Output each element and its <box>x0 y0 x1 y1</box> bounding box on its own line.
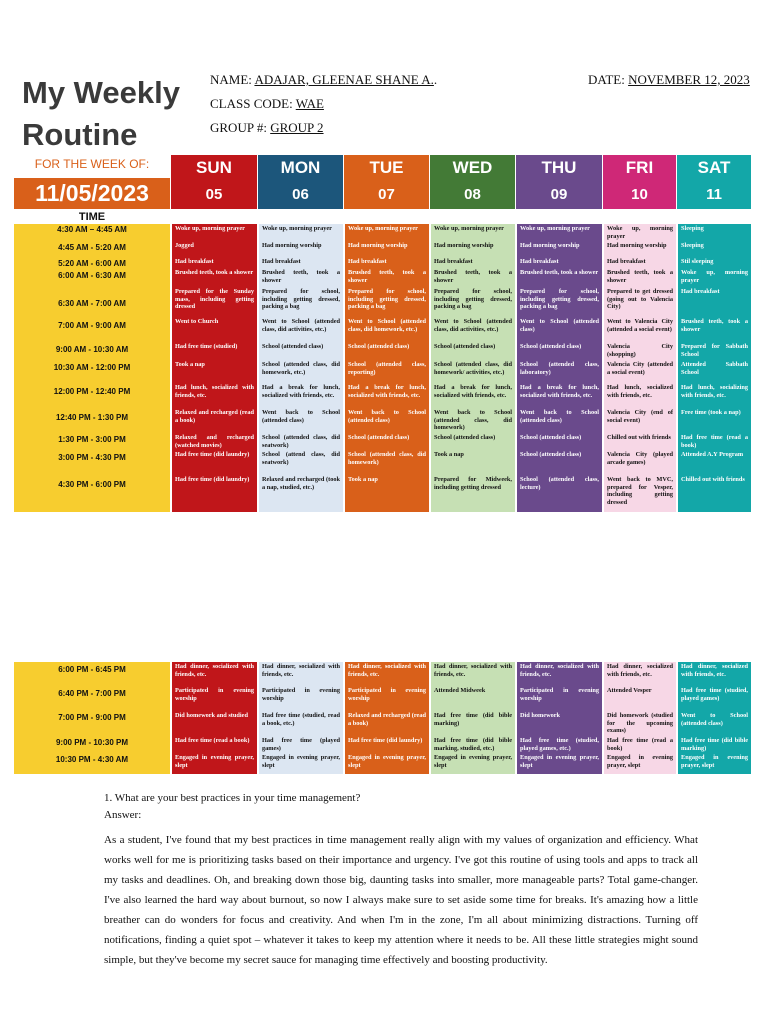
schedule-cell: School (attended class) <box>520 343 582 350</box>
schedule-cell: Brushed teeth, took a shower <box>434 269 512 284</box>
schedule-cell: Participated in evening worship <box>348 687 426 702</box>
schedule-cell: School (attended class) <box>434 434 496 441</box>
schedule-cell: Valencia City (end of social event) <box>607 409 673 424</box>
day-header-thu <box>516 155 602 209</box>
time-slot: 6:40 PM - 7:00 PM <box>58 689 126 698</box>
time-slot: 12:00 PM - 12:40 PM <box>53 387 131 396</box>
schedule-cell: Had free time (read a book) <box>607 737 673 752</box>
time-slot: 6:30 AM - 7:00 AM <box>58 299 126 308</box>
schedule-cell: Took a nap <box>175 361 205 368</box>
schedule-cell: Had breakfast <box>520 258 559 265</box>
group-line <box>210 120 324 136</box>
schedule-cell: Had breakfast <box>175 258 214 265</box>
schedule-cell: Went to Valencia City (attended a social event) <box>607 318 673 333</box>
schedule-cell: Attended Vesper <box>607 687 652 694</box>
schedule-cell: Engaged in evening prayer, slept <box>262 754 340 769</box>
schedule-cell: Relaxed and recharged (took a nap, studied, etc.) <box>262 476 340 491</box>
schedule-cell: School (attended class, lecture) <box>520 476 599 491</box>
schedule-cell: Did homework <box>520 712 561 719</box>
schedule-cell: Participated in evening worship <box>262 687 340 702</box>
time-slot: 10:30 PM - 4:30 AM <box>55 755 129 764</box>
schedule-cell: Prepared for school, including getting dressed, packing a bag <box>434 288 512 311</box>
schedule-cell: Had morning worship <box>520 242 580 249</box>
time-slot: 1:30 PM - 3:00 PM <box>58 435 126 444</box>
day-date: 08 <box>464 186 481 203</box>
schedule-cell: School (attended class, did homework/ activities, etc.) <box>434 361 512 376</box>
schedule-cell: Brushed teeth, took a shower <box>681 318 748 333</box>
schedule-cell: School (attended class, did seatwork) <box>262 434 340 449</box>
day-column-mon <box>258 224 343 512</box>
day-column-tue <box>344 662 429 774</box>
day-date: 07 <box>378 186 395 203</box>
schedule-cell: Brushed teeth, took a shower <box>607 269 673 284</box>
schedule-cell: Prepared for the Sunday mass, including getting dressed <box>175 288 254 311</box>
schedule-cell: Had dinner, socialized with friends, etc. <box>262 663 340 678</box>
schedule-cell: Woke up, morning prayer <box>175 225 245 232</box>
day-column-sun <box>171 224 257 512</box>
time-slot: 9:00 PM - 10:30 PM <box>55 738 129 747</box>
schedule-cell: School (attended class, did homework) <box>348 451 426 466</box>
schedule-cell: Went to School (attended class) <box>681 712 748 727</box>
day-name: THU <box>541 158 577 177</box>
time-header: TIME <box>78 211 106 223</box>
day-date: 06 <box>292 186 309 203</box>
schedule-cell: Valencia City (shopping) <box>607 343 673 358</box>
schedule-cell: Woke up, morning prayer <box>681 269 748 284</box>
day-date: 11 <box>706 186 722 203</box>
schedule-cell: Had free time (did laundry) <box>348 737 423 744</box>
date-line <box>588 72 750 88</box>
day-column-mon <box>258 662 343 774</box>
schedule-cell: Had lunch, socialized with friends, etc. <box>607 384 673 399</box>
time-column <box>14 662 170 774</box>
schedule-cell: Woke up, morning prayer <box>520 225 590 232</box>
time-slot: 7:00 PM - 9:00 PM <box>58 713 126 722</box>
schedule-cell: Brushed teeth, took a shower <box>262 269 340 284</box>
schedule-cell: Prepared for school, including getting dressed, packing a bag <box>348 288 426 311</box>
time-slot: 3:00 PM - 4:30 PM <box>58 453 126 462</box>
schedule-cell: Had breakfast <box>262 258 301 265</box>
name-line: NAME: ADAJAR, GLEENAE SHANE A.. <box>210 72 438 87</box>
schedule-cell: Had breakfast <box>607 258 646 265</box>
time-column <box>14 224 170 512</box>
schedule-cell: Woke up, morning prayer <box>434 225 504 232</box>
schedule-cell: Prepared for school, including getting dressed, packing a bag <box>520 288 599 311</box>
time-slot: 10:30 AM - 12:00 PM <box>53 363 131 372</box>
schedule-cell: Had dinner, socialized with friends, etc. <box>348 663 426 678</box>
schedule-cell: Had free time (did bible marking) <box>434 712 512 727</box>
schedule-cell: Attended Sabbath School <box>681 361 748 376</box>
day-header-mon <box>258 155 343 209</box>
schedule-cell: Engaged in evening prayer, slept <box>520 754 599 769</box>
schedule-cell: Took a nap <box>434 451 464 458</box>
schedule-cell: School (attended class, reporting) <box>348 361 426 376</box>
name-value: ADAJAR, GLEENAE SHANE A. <box>254 72 434 87</box>
day-column-thu <box>516 662 602 774</box>
schedule-cell: Prepared for school, including getting dressed, packing a bag <box>262 288 340 311</box>
schedule-cell: Engaged in evening prayer, slept <box>434 754 512 769</box>
schedule-cell: School (attend class, did seatwork) <box>262 451 340 466</box>
schedule-cell: Had free time (read a book) <box>681 434 748 449</box>
schedule-cell: Went to School (attended class, did activities, etc.) <box>434 318 512 333</box>
answer-text: As a student, I've found that my best practices in time management really align with my values of organization and efficiency. What works well for me is prioritizing tasks based on their importance and urgency. I've got this routine of using tools and apps to track all my tasks and deadlines. Oh, and breaking down those big, daunting tasks into smaller, more manageable parts? Total game-changer. I've also learned the hard way about burnout, so now I always make sure to set aside some time for breaks. It's amazing how a little breather can do wonders for focus and creativity. And when I'm in the zone, I'm all about minimizing distractions. Turning off notifications, finding a quiet spot – whatever it takes to keep my attention where it needs to be. All these little strategies might sound simple, but they've become my secret sauce for managing time effectively and boosting productivity. <box>104 834 698 966</box>
schedule-cell: Stil sleeping <box>681 258 714 265</box>
day-name: WED <box>452 158 493 177</box>
schedule-cell: Went back to School (attended class) <box>348 409 426 424</box>
schedule-cell: Went back to School (attended class, did homework) <box>434 409 512 432</box>
time-slot: 12:40 PM - 1:30 PM <box>55 413 129 422</box>
schedule-cell: Prepared to get dressed (going out to Valencia City) <box>607 288 673 311</box>
time-slot: 6:00 AM - 6:30 AM <box>58 271 126 280</box>
schedule-cell: Had a break for lunch, socialized with friends, etc. <box>348 384 426 399</box>
schedule-cell: Did homework (studied for the upcoming exams) <box>607 712 673 735</box>
schedule-cell: Woke up, morning prayer <box>262 225 332 232</box>
schedule-cell: Had morning worship <box>434 242 494 249</box>
schedule-cell: Had free time (studied, read a book, etc.) <box>262 712 340 727</box>
day-column-thu <box>516 224 602 512</box>
class-line <box>210 96 324 112</box>
day-header-sun <box>171 155 257 209</box>
schedule-cell: Valencia City (played arcade games) <box>607 451 673 466</box>
schedule-cell: Woke up, morning prayer <box>348 225 418 232</box>
schedule-cell: Went to Church <box>175 318 219 325</box>
schedule-cell: School (attended class) <box>348 434 410 441</box>
schedule-cell: Had dinner, socialized with friends, etc. <box>434 663 512 678</box>
name-label: NAME: <box>210 72 252 87</box>
schedule-cell: Went to School (attended class) <box>520 318 599 333</box>
schedule-cell: Had lunch, socialized with friends, etc. <box>175 384 254 399</box>
class-label: CLASS CODE: <box>210 96 293 111</box>
day-column-tue <box>344 224 429 512</box>
week-date: 11/05/2023 <box>14 178 170 209</box>
schedule-cell: Valencia City (attended a social event) <box>607 361 673 376</box>
day-header-fri <box>603 155 676 209</box>
schedule-cell: Went to School (attended class, did homework, etc.) <box>348 318 426 333</box>
schedule-cell: Sleeping <box>681 242 704 249</box>
day-column-fri <box>603 224 676 512</box>
schedule-cell: School (attended class, did homework, etc.) <box>262 361 340 376</box>
day-column-sun <box>171 662 257 774</box>
answer-label: Answer: <box>104 809 142 821</box>
schedule-cell: Chilled out with friends <box>681 476 745 483</box>
schedule-cell: Had morning worship <box>607 242 667 249</box>
day-name: SUN <box>196 158 232 177</box>
schedule-cell: Had breakfast <box>348 258 387 265</box>
schedule-cell: Brushed teeth, took a shower <box>175 269 254 276</box>
schedule-cell: Had free time (studied, played games) <box>681 687 748 702</box>
schedule-cell: Had dinner, socialized with friends, etc. <box>681 663 748 678</box>
schedule-cell: Had free time (studied, played games, etc.) <box>520 737 599 752</box>
schedule-cell: Attended Midweek <box>434 687 486 694</box>
schedule-cell: Attended A.Y Program <box>681 451 744 458</box>
schedule-cell: Brushed teeth, took a shower <box>520 269 599 276</box>
page-title: My Weekly Routine <box>22 75 180 152</box>
schedule-cell: Relaxed and recharged (watched movies) <box>175 434 254 449</box>
group-label: GROUP #: <box>210 120 267 135</box>
date-label: DATE: <box>588 72 625 87</box>
schedule-cell: School (attended class, laboratory) <box>520 361 599 376</box>
schedule-cell: Sleeping <box>681 225 704 232</box>
schedule-cell: Had free time (did laundry) <box>175 476 250 483</box>
day-name: SAT <box>697 158 731 177</box>
schedule-cell: Participated in evening worship <box>520 687 599 702</box>
time-slot: 4:30 PM - 6:00 PM <box>58 480 126 489</box>
schedule-cell: Had free time (did bible marking) <box>681 737 748 752</box>
day-date: 09 <box>550 186 568 203</box>
schedule-cell: Had morning worship <box>348 242 408 249</box>
day-column-wed <box>430 662 515 774</box>
schedule-cell: Had breakfast <box>434 258 473 265</box>
schedule-cell: Relaxed and recharged (read a book) <box>348 712 426 727</box>
time-slot: 4:30 AM – 4:45 AM <box>57 225 127 234</box>
schedule-cell: Free time (took a nap) <box>681 409 741 416</box>
schedule-cell: Had dinner, socialized with friends, etc. <box>607 663 673 678</box>
time-slot: 7:00 AM - 9:00 AM <box>58 321 126 330</box>
schedule-cell: Relaxed and recharged (read a book) <box>175 409 254 424</box>
day-column-fri <box>603 662 676 774</box>
schedule-cell: School (attended class) <box>348 343 410 350</box>
day-name: MON <box>280 158 321 177</box>
day-header-wed <box>430 155 515 209</box>
schedule-cell: Had free time (played games) <box>262 737 340 752</box>
schedule-cell: Had a break for lunch, socialized with friends, etc. <box>520 384 599 399</box>
schedule-cell: Brushed teeth, took a shower <box>348 269 426 284</box>
schedule-cell: School (attended class) <box>262 343 324 350</box>
schedule-cell: Had a break for lunch, socialized with friends, etc. <box>434 384 512 399</box>
schedule-cell: Did homework and studied <box>175 712 248 719</box>
schedule-cell: Prepared for Midweek, including getting dressed <box>434 476 512 491</box>
schedule-cell: Had dinner, socialized with friends, etc. <box>520 663 599 678</box>
day-column-sat <box>677 662 751 774</box>
schedule-cell: Had free time (studied) <box>175 343 238 350</box>
day-column-wed <box>430 224 515 512</box>
schedule-cell: Engaged in evening prayer, slept <box>175 754 254 769</box>
schedule-cell: Went back to School (attended class) <box>520 409 599 424</box>
schedule-cell: School (attended class) <box>520 434 582 441</box>
schedule-cell: Had dinner, socialized with friends, etc. <box>175 663 254 678</box>
for-week-label: FOR THE WEEK OF: <box>34 157 150 171</box>
schedule-cell: Woke up, morning prayer <box>607 225 673 240</box>
date-value: NOVEMBER 12, 2023 <box>628 72 750 87</box>
schedule-cell: Had lunch, socializing with friends, etc. <box>681 384 748 399</box>
time-slot: 9:00 AM - 10:30 AM <box>55 345 129 354</box>
schedule-cell: Had free time (did laundry) <box>175 451 250 458</box>
schedule-cell: Went back to MVC, prepared for Vesper, including getting dressed <box>607 476 673 506</box>
day-name: FRI <box>625 158 654 177</box>
question-text: 1. What are your best practices in your time management? <box>104 792 361 804</box>
schedule-cell: School (attended class) <box>520 451 582 458</box>
schedule-cell: Took a nap <box>348 476 378 483</box>
time-slot: 5:20 AM - 6:00 AM <box>58 259 126 268</box>
schedule-cell: Prepared for Sabbath School <box>681 343 748 358</box>
schedule-cell: Chilled out with friends <box>607 434 671 441</box>
schedule-cell: Had free time (read a book) <box>175 737 250 744</box>
day-name: TUE <box>369 158 404 177</box>
time-slot: 4:45 AM - 5:20 AM <box>58 243 126 252</box>
class-value: WAE <box>295 96 324 111</box>
schedule-cell: Had morning worship <box>262 242 322 249</box>
schedule-cell: Went to School (attended class, did activities, etc.) <box>262 318 340 333</box>
day-column-sat <box>677 224 751 512</box>
day-date: 10 <box>631 186 648 203</box>
group-value: GROUP 2 <box>270 120 324 135</box>
day-date: 05 <box>205 186 223 203</box>
schedule-cell: Had breakfast <box>681 288 720 295</box>
schedule-cell: Participated in evening worship <box>175 687 254 702</box>
time-slot: 6:00 PM - 6:45 PM <box>58 665 126 674</box>
question-block <box>104 792 704 821</box>
day-header-tue <box>344 155 429 209</box>
schedule-cell: Engaged in evening prayer, slept <box>607 754 673 769</box>
schedule-cell: Went back to School (attended class) <box>262 409 340 424</box>
schedule-cell: Jogged <box>175 242 194 249</box>
schedule-cell: School (attended class) <box>434 343 496 350</box>
schedule-cell: Engaged in evening prayer, slept <box>681 754 748 769</box>
day-header-sat <box>677 155 751 209</box>
schedule-cell: Had free time (did bible marking, studied, etc.) <box>434 737 512 752</box>
schedule-cell: Had a break for lunch, socialized with friends, etc. <box>262 384 340 399</box>
schedule-cell: Engaged in evening prayer, slept <box>348 754 426 769</box>
